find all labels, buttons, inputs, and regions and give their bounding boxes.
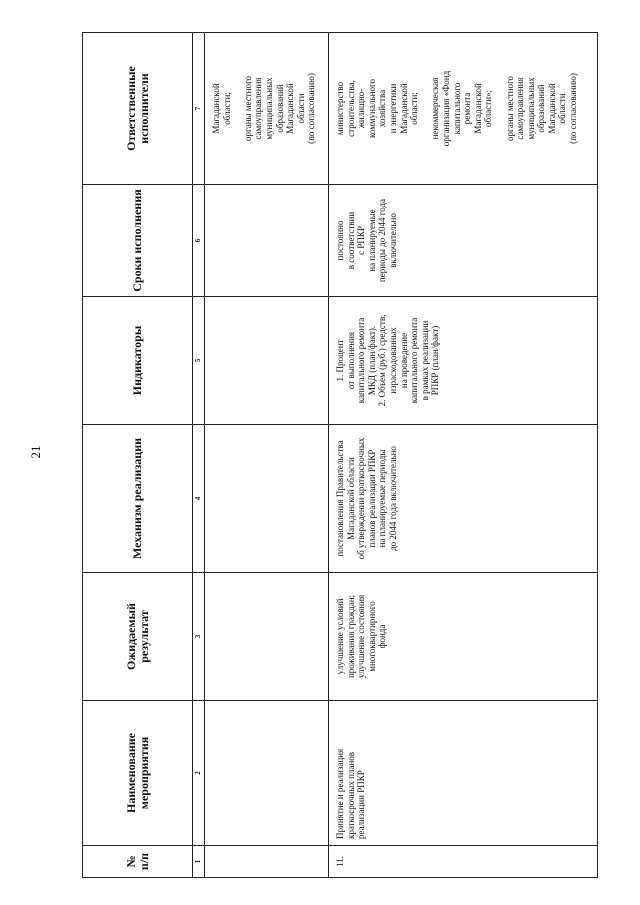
text-line: от выполнения — [345, 331, 356, 390]
header-name: Наименование мероприятия — [83, 701, 193, 846]
column-number: 2 — [193, 701, 205, 846]
text-line: министерство — [335, 81, 345, 136]
column-number: 5 — [193, 297, 205, 425]
text-line: хозяйства — [377, 89, 388, 128]
text-line: образований — [536, 84, 547, 133]
activities-table — [82, 33, 597, 878]
text-line: на планируемые периоды — [377, 449, 388, 548]
text-line: образований — [274, 84, 285, 133]
header-deadlines: Сроки исполнения — [83, 185, 193, 297]
text-line: в соответствии — [345, 211, 356, 270]
text-line: Магаданской — [546, 83, 557, 134]
text-line: области»; — [483, 89, 494, 128]
text-line: 1. Процент — [335, 339, 345, 382]
text-line: области — [557, 93, 568, 124]
text-line: муниципальных — [263, 77, 274, 140]
expected-result-cell — [329, 573, 598, 701]
column-number: 6 — [193, 185, 205, 297]
text-line: многоквартирного — [366, 601, 377, 672]
indicators-cell — [329, 297, 598, 425]
text-line: коммунального — [366, 79, 377, 138]
text-line: органы местного — [504, 76, 515, 141]
text-line: постановления Правительства — [335, 440, 345, 557]
text-line: органы местного — [242, 76, 253, 141]
text-line: Магаданской — [472, 83, 483, 134]
row-number: 11. — [329, 846, 598, 878]
text-line: самоуправления — [253, 77, 264, 140]
header-result: Ожидаемый результат — [83, 573, 193, 701]
text-line: с РПКР — [356, 226, 367, 255]
responsible-cell — [329, 33, 598, 185]
column-number: 7 — [193, 33, 205, 185]
text-line: области; — [221, 92, 232, 125]
column-number-row — [193, 33, 205, 878]
text-line: израсходованных — [387, 327, 398, 394]
text-line: организация «Фонд — [440, 70, 451, 147]
text-line: капитального — [451, 82, 462, 135]
deadline-cell — [329, 185, 598, 297]
column-number: 3 — [193, 573, 205, 701]
table-row — [329, 33, 598, 878]
text-line: (по согласованию) — [306, 73, 317, 144]
text-line: области — [295, 93, 306, 124]
text-line: ремонта — [462, 92, 473, 125]
header-mechanism: Механизм реализации — [83, 425, 193, 573]
header-indicators: Индикаторы — [83, 297, 193, 425]
text-line: проживания граждан; — [345, 594, 356, 679]
text-line: постоянно — [335, 220, 345, 261]
text-line: Магаданской — [398, 83, 409, 134]
header-responsible: Ответственные исполнители — [83, 33, 193, 185]
continuation-responsible-cell — [205, 33, 329, 185]
text-line: до 2044 года включительно — [387, 446, 398, 551]
mechanism-cell — [329, 425, 598, 573]
text-line: МКД (план/факт). — [366, 325, 377, 396]
header-number: № п/п — [83, 846, 193, 878]
page-number: 21 — [28, 445, 43, 459]
text-line: Магаданской области — [345, 457, 356, 540]
text-line: фонда — [377, 624, 388, 649]
text-line: включительно — [387, 213, 398, 268]
text-line: РПКР (план/факт) — [430, 325, 441, 396]
text-line: и энергетики — [387, 83, 398, 134]
text-line: периоды до 2044 года — [377, 198, 388, 283]
text-line: улучшение состояния — [356, 594, 367, 679]
text-line: капитального ремонта — [356, 317, 367, 404]
text-line: самоуправления — [515, 77, 526, 140]
text-line: об утверждении краткосрочных — [356, 437, 367, 560]
column-number: 1 — [193, 846, 205, 878]
text-line: капитального ремонта — [409, 317, 420, 404]
text-line: (по согласованию) — [568, 73, 579, 144]
text-line: 2. Объем (руб.) средств, — [377, 314, 388, 407]
activity-name: Принятие и реализация краткосрочных планов реализации РПКР — [329, 701, 598, 846]
text-line: некоммерческая — [430, 77, 441, 140]
column-number: 4 — [193, 425, 205, 573]
text-line: на проведение — [398, 332, 409, 389]
text-line: области; — [409, 92, 420, 125]
text-line: планов реализации РПКР — [366, 449, 377, 548]
continuation-row — [205, 33, 329, 878]
text-line: в рамках реализации — [419, 320, 430, 401]
text-line: на планируемые — [366, 209, 377, 272]
table-header-row — [83, 33, 193, 878]
text-line: Магаданской — [285, 83, 296, 134]
text-line: улучшение условий — [335, 598, 345, 675]
text-line: жилищно- — [356, 88, 367, 129]
text-line: строительства, — [345, 80, 356, 137]
text-line: муниципальных — [525, 77, 536, 140]
text-line: Магаданской — [211, 83, 221, 134]
